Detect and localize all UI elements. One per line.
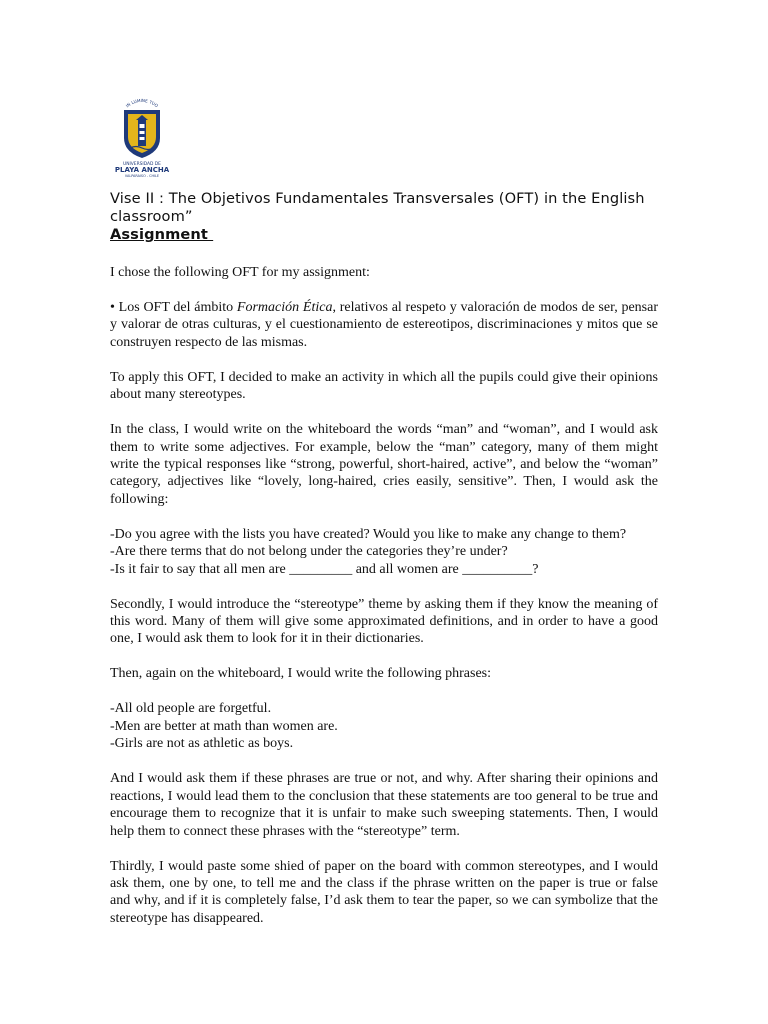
logo-arc-text: IN LUMINE TUO: [124, 97, 160, 109]
then-paragraph: Then, again on the whiteboard, I would write the following phrases:: [110, 666, 492, 682]
document-body: [110, 264, 658, 927]
bullet-icon: •: [110, 300, 115, 315]
intro-paragraph: I chose the following OFT for my assignment:: [110, 265, 370, 280]
oft-text-emphasis: Formación Ética: [236, 300, 333, 315]
question-1: -Do you agree with the lists you have created? Would you like to make any change to them?: [110, 526, 627, 542]
and-paragraph: And I would ask them if these phrases are true or not, and why. After sharing their opinions and reactions, I would lead them to the conclusion that these statements are too general to be true and encourage them to recognize that it is unfair to make such sweeping statements. Then, I would help them to connect these phrases with the “stereotype” term.: [110, 771, 658, 839]
questions-block: [110, 526, 658, 578]
oft-text-post: , relativos al respeto y valoración de modos de ser, pensar y valorar de otras culturas, y el cuestionamiento de estereotipos, discriminaciones y mitos que se construyen respecto de las mismas.: [110, 300, 658, 350]
document-heading: [110, 190, 670, 244]
phrase-1: -All old people are forgetful.: [110, 701, 272, 717]
class-paragraph: In the class, I would write on the whiteboard the words “man” and “woman”, and I would ask them to write some adjectives. For example, below the “man” category, many of them might write the typical responses like “strong, powerful, short-haired, active”, and below the “woman” category, adjectives like “lovely, long-haired, cries easily, sensitive”. Then, I would ask the following:: [110, 422, 658, 507]
apply-paragraph: To apply this OFT, I decided to make an activity in which all the pupils could give their opinions about many stereotypes.: [110, 369, 658, 403]
phrase-2: -Men are better at math than women are.: [110, 718, 338, 734]
phrase-3: -Girls are not as athletic as boys.: [110, 736, 294, 752]
logo-name-line1: UNIVERSIDAD DE: [123, 162, 161, 167]
document-subtitle: Assignment: [110, 226, 214, 243]
question-3: -Is it fair to say that all men are _________ and all women are __________?: [110, 561, 539, 577]
university-logo: [106, 90, 178, 178]
oft-text-pre: Los OFT del ámbito: [114, 300, 237, 315]
logo-name-line3: VALPARAISO - CHILE: [124, 174, 160, 178]
document-title: Vise II : The Objetivos Fundamentales Transversales (OFT) in the English classroom”: [110, 190, 645, 225]
question-2: -Are there terms that do not belong under the categories they’re under?: [110, 544, 508, 560]
second-paragraph: Secondly, I would introduce the “stereotype” theme by asking them if they know the meaning of this word. Many of them will give some approximated definitions, and in order to have a good one, I would ask them to look for it in their dictionaries.: [110, 596, 658, 647]
logo-name-line2: PLAYA ANCHA: [114, 166, 170, 174]
oft-paragraph: [110, 299, 658, 351]
phrases-block: [110, 700, 658, 752]
third-paragraph: Thirdly, I would paste some shied of paper on the board with common stereotypes, and I would ask them, one by one, to tell me and the class if the phrase written on the paper is true or false and why, and if it is completely false, I’d ask them to tear the paper, so we can symbolize that the stereotype has disappeared.: [110, 858, 658, 926]
